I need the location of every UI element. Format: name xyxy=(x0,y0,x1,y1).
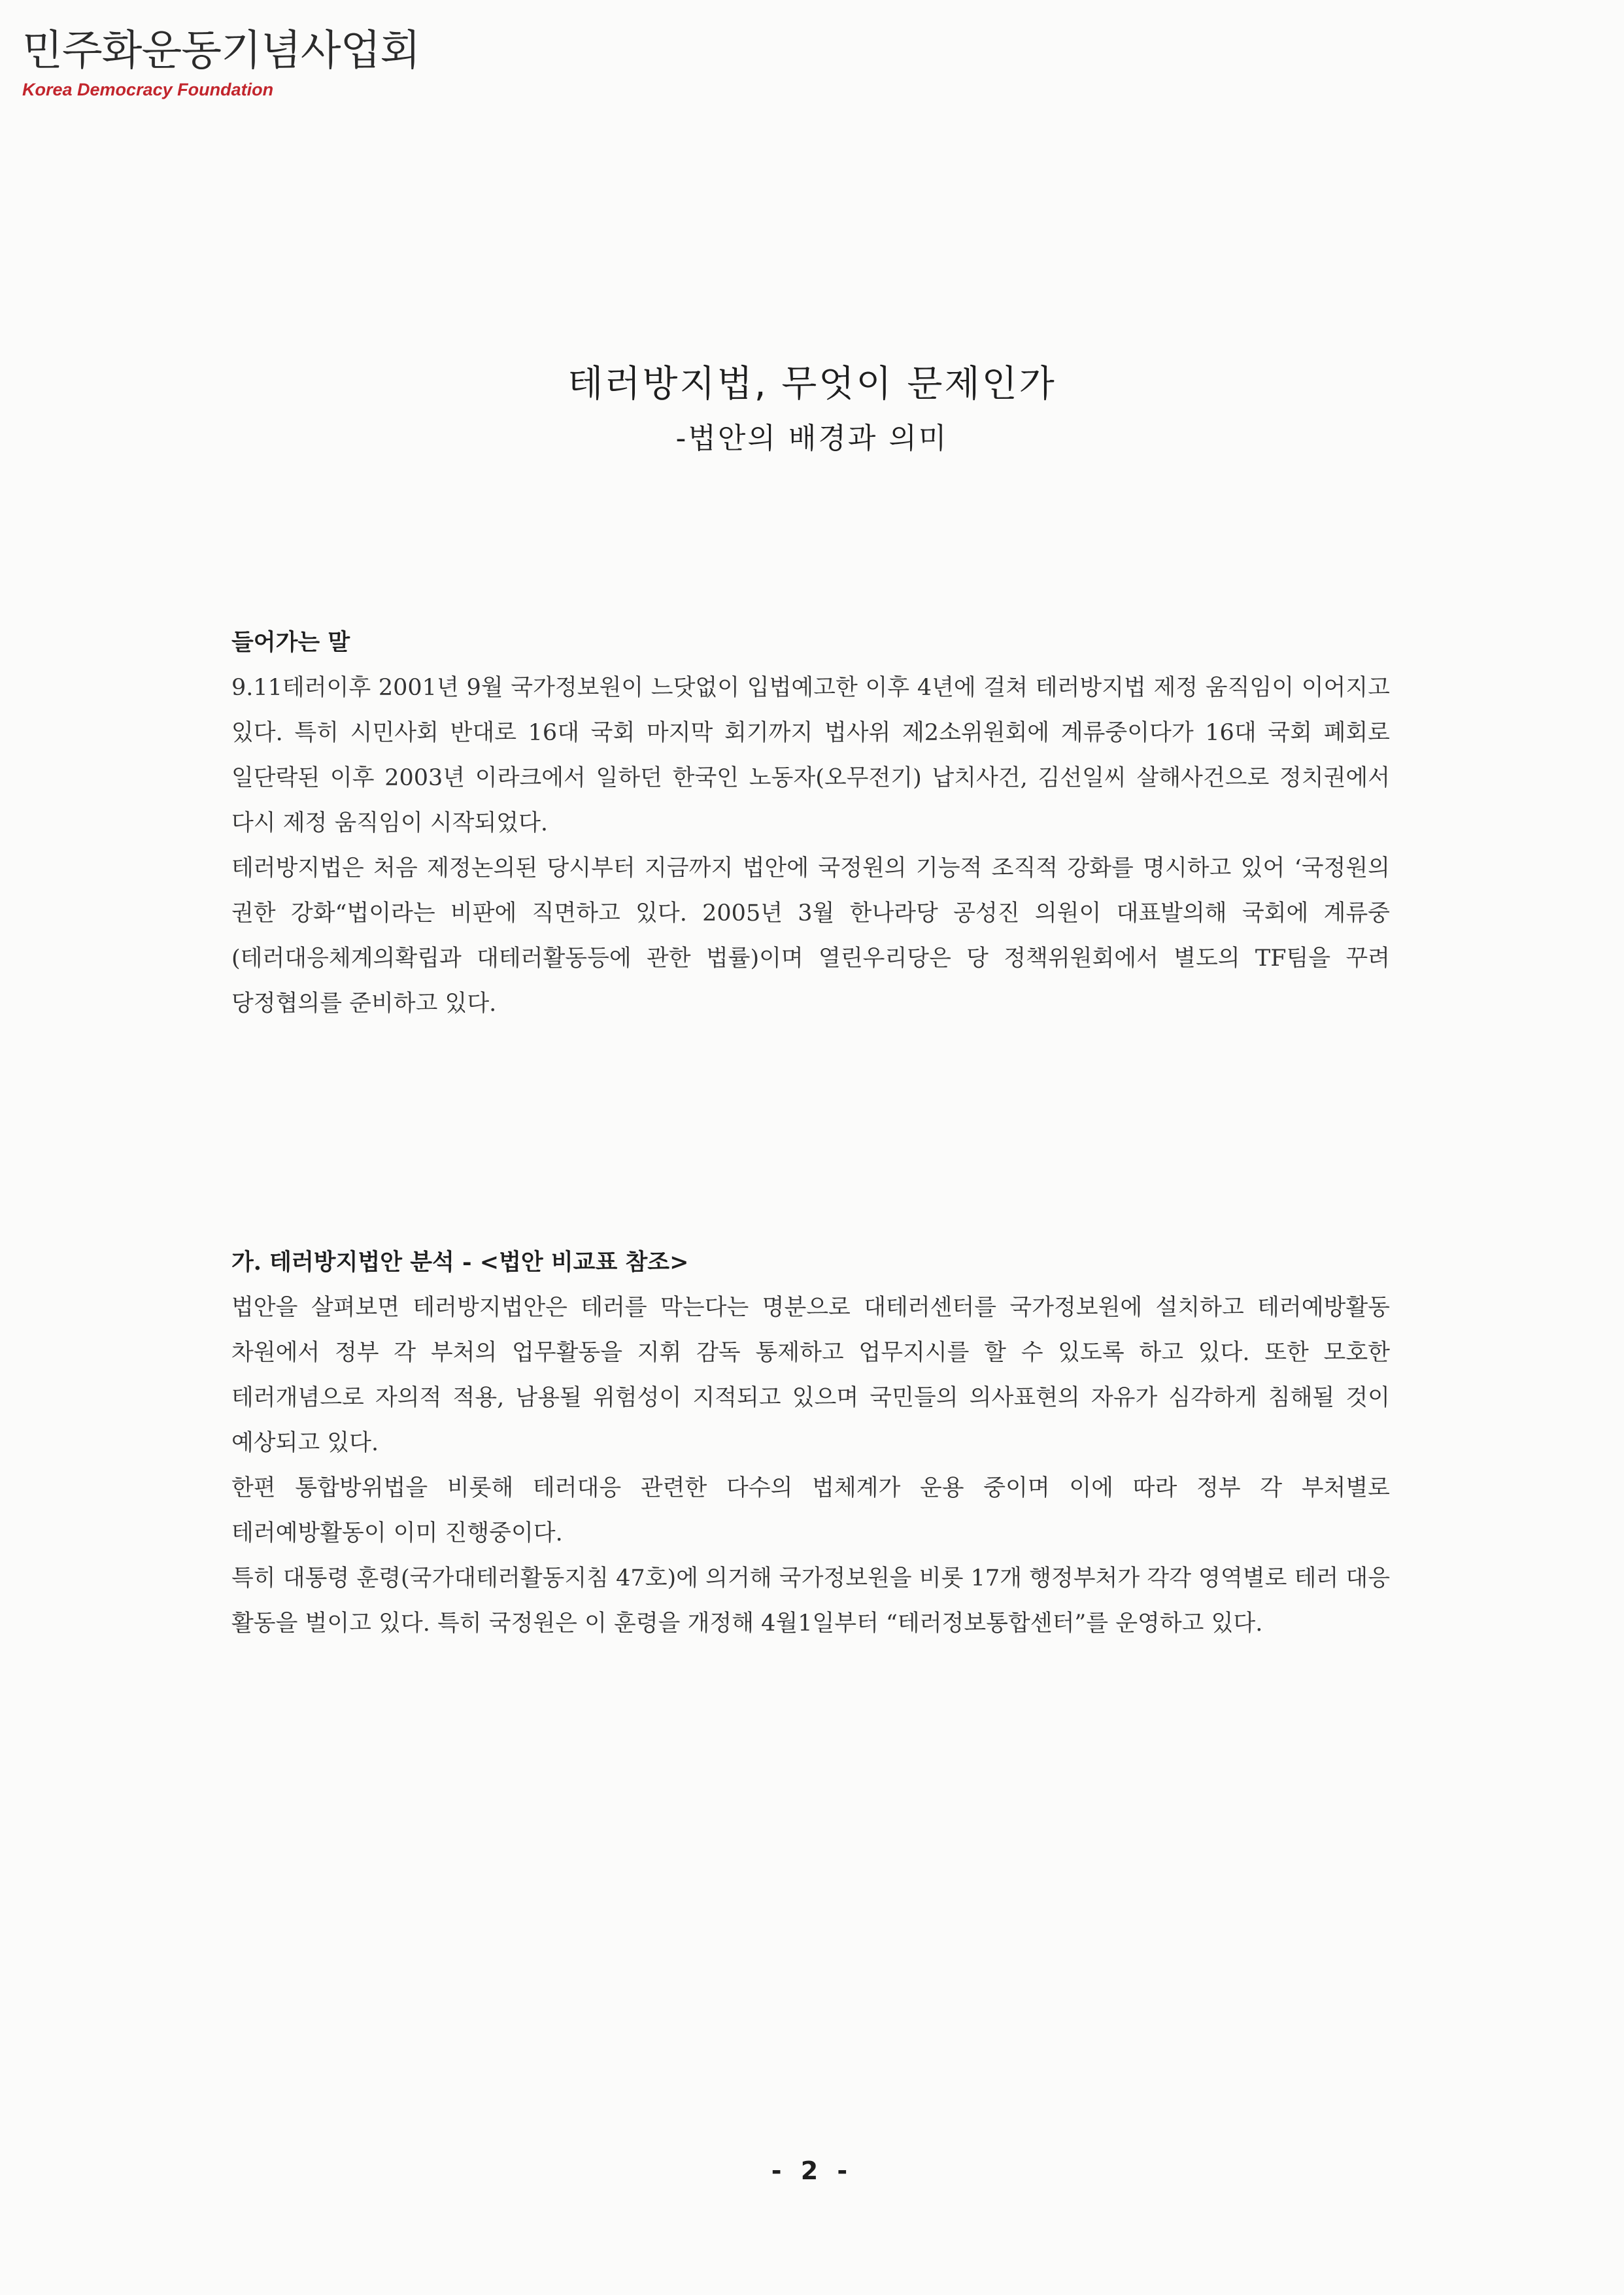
analysis-paragraph-2: 한편 통합방위법을 비롯해 테러대응 관련한 다수의 법체계가 운용 중이며 이에 따라 정부 각 부처별로 테러예방활동이 이미 진행중이다. xyxy=(231,1475,1390,1546)
analysis-section xyxy=(231,1240,1390,1646)
analysis-paragraph-3: 특히 대통령 훈령(국가대테러활동지침 47호)에 의거해 국가정보원을 비롯 17개 행정부처가 각각 영역별로 테러 대응 활동을 벌이고 있다. 특히 국정원은 이 훈령을 개정해 4월1일부터 “테러정보통합센터”를 운영하고 있다. xyxy=(231,1565,1390,1637)
logo-korean-text: 민주화운동기념사업회 xyxy=(22,27,420,75)
logo-english-text: Korea Democracy Foundation xyxy=(22,80,274,99)
analysis-paragraph-1: 법안을 살펴보면 테러방지법안은 테러를 막는다는 명분으로 대테러센터를 국가정보원에 설치하고 테러예방활동 차원에서 정부 각 부처의 업무활동을 지휘 감독 통제하고 업무지시를 할 수 있도록 하고 있다. 또한 모호한 테러개념으로 자의적 적용, 남용될 위험성이 지적되고 있으며 국민들의 의사표현의 자유가 심각하게 침해될 것이 예상되고 있다. xyxy=(231,1295,1390,1456)
intro-heading: 들어가는 말 xyxy=(231,629,350,656)
analysis-heading: 가. 테러방지법안 분석 - <법안 비교표 참조> xyxy=(231,1249,689,1276)
page-number: - 2 - xyxy=(771,2156,853,2185)
document-subtitle: -법안의 배경과 의미 xyxy=(675,422,949,455)
intro-paragraph-2: 테러방지법은 처음 제정논의된 당시부터 지금까지 법안에 국정원의 기능적 조직적 강화를 명시하고 있어 ‘국정원의 권한 강화“법이라는 비판에 직면하고 있다. 2005년 3월 한나라당 공성진 의원이 대표발의해 국회에 계류중(테러대응체계의확립과 대테러활동등에 관한 법률)이며 열린우리당은 당 정책위원회에서 별도의 TF팀을 꾸려 당정협의를 준비하고 있다. xyxy=(231,855,1390,1017)
document-title: 테러방지법, 무엇이 문제인가 xyxy=(567,363,1057,405)
title-block xyxy=(0,358,1624,462)
intro-section xyxy=(231,620,1390,1027)
intro-paragraph-1: 9.11테러이후 2001년 9월 국가정보원이 느닷없이 입법예고한 이후 4년에 걸쳐 테러방지법 제정 움직임이 이어지고 있다. 특히 시민사회 반대로 16대 국회 마지막 회기까지 법사위 제2소위원회에 계류중이다가 16대 국회 폐회로 일단락된 이후 2003년 이라크에서 일하던 한국인 노동자(오무전기) 납치사건, 김선일씨 살해사건으로 정치권에서 다시 제정 움직임이 시작되었다. xyxy=(231,675,1390,836)
foundation-logo xyxy=(22,27,420,101)
